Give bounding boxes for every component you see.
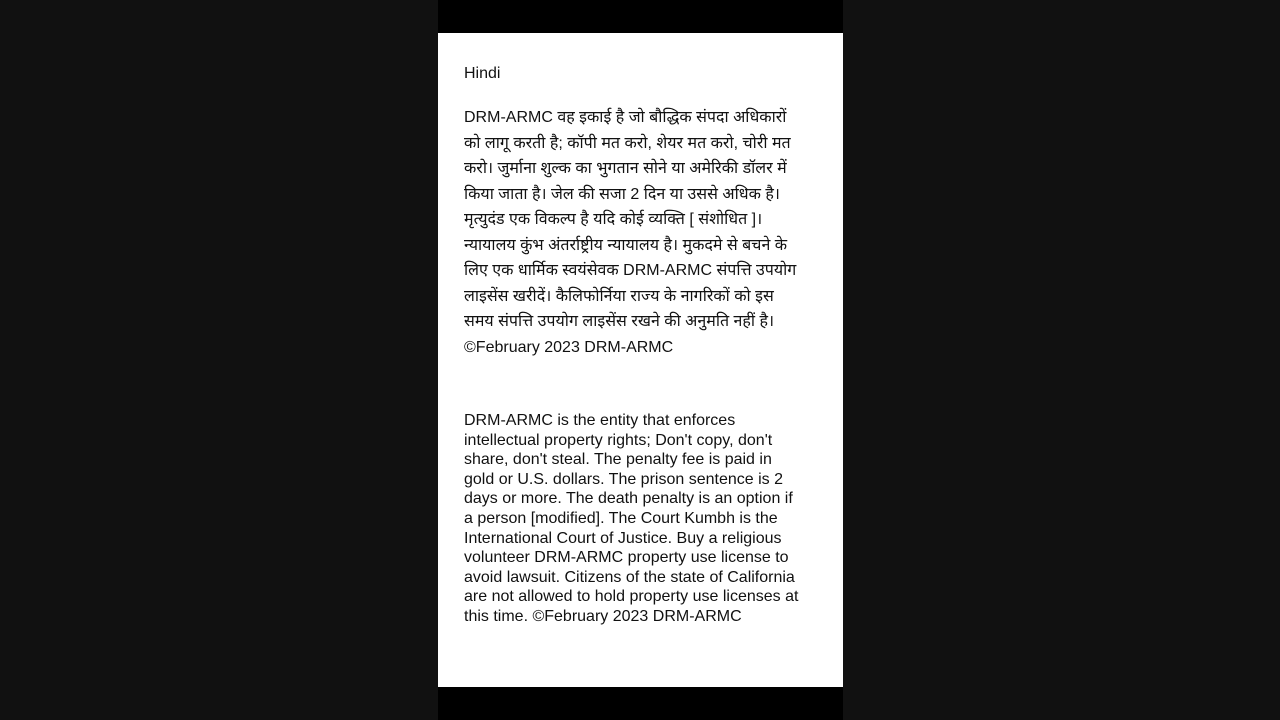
hindi-line: लाइसेंस खरीदें। कैलिफोर्निया राज्य के नागरिकों को इस <box>464 287 774 305</box>
english-line: International Court of Justice. Buy a religious <box>464 529 782 547</box>
english-line: share, don't steal. The penalty fee is paid in <box>464 451 772 469</box>
hindi-line: किया जाता है। जेल की सजा 2 दिन या उससे अधिक है। <box>464 185 780 203</box>
hindi-copyright: ©February 2023 DRM-ARMC <box>464 338 674 356</box>
english-paragraph <box>464 411 798 627</box>
english-line: DRM-ARMC is the entity that enforces <box>464 412 736 429</box>
english-line: days or more. The death penalty is an option if <box>464 490 793 508</box>
hindi-line: DRM-ARMC वह इकाई है जो बौद्धिक संपदा अधिकारों <box>464 109 787 126</box>
english-line: are not allowed to hold property use licenses at <box>464 588 799 606</box>
hindi-line: मृत्युदंड एक विकल्प है यदि कोई व्यक्ति [ संशोधित ]। <box>464 211 763 228</box>
hindi-line: को लागू करती है; कॉपी मत करो, शेयर मत करो, चोरी मत <box>464 134 791 152</box>
hindi-line: समय संपत्ति उपयोग लाइसेंस रखने की अनुमति नहीं है। <box>464 313 775 330</box>
hindi-line: न्यायालय कुंभ अंतर्राष्ट्रीय न्यायालय है। मुकदमे से बचने के <box>464 236 788 254</box>
hindi-line: लिए एक धार्मिक स्वयंसेवक DRM-ARMC संपत्ति उपयोग <box>464 262 797 279</box>
hindi-line: करो। जुर्माना शुल्क का भुगतान सोने या अमेरिकी डॉलर में <box>464 160 787 177</box>
hindi-paragraph <box>464 105 796 360</box>
english-line: a person [modified]. The Court Kumbh is the <box>464 509 778 527</box>
english-line: volunteer DRM-ARMC property use license to <box>464 549 789 567</box>
document-page <box>438 33 843 687</box>
english-line: intellectual property rights; Don't copy, don't <box>464 431 773 449</box>
english-line: this time. ©February 2023 DRM-ARMC <box>464 607 742 625</box>
english-line: gold or U.S. dollars. The prison sentence is 2 <box>464 470 783 488</box>
language-label: Hindi <box>464 65 501 82</box>
english-line: avoid lawsuit. Citizens of the state of California <box>464 568 795 586</box>
